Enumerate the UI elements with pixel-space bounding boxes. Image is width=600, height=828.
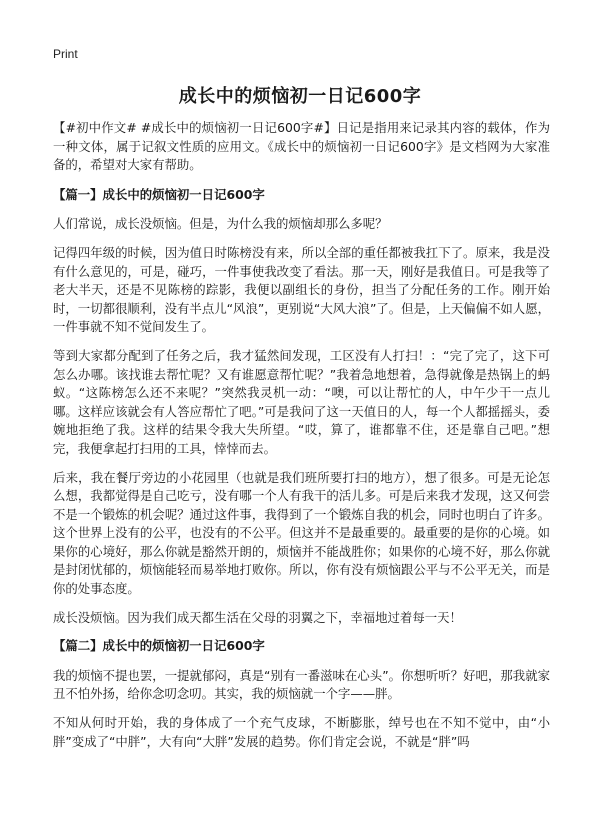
article-body xyxy=(53,119,550,761)
page-title: 成长中的烦恼初一日记600字 xyxy=(178,86,422,107)
intro-paragraph: 【#初中作文# #成长中的烦恼初一日记600字#】日记是指用来记录其内容的载体，作为一种文体，属于记叙文性质的应用文。《成长中的烦恼初一日记600字》是文档网为大家准备的，希望对大家有帮助。 xyxy=(53,120,550,173)
paragraph: 人们常说，成长没烦恼。但是，为什么我的烦恼却那么多呢？ xyxy=(53,216,388,232)
paragraph: 记得四年级的时候，因为值日时陈榜没有来，所以全部的重任都被我扛下了。原来，我是没有什么意见的，可是，碰巧，一件事使我改变了看法。那一天，刚好是我值日。可是我等了老大半天，还是不见陈榜的踪影，我便以副组长的身份，担当了分配任务的工作。刚开始时，一切都很顺利，没有半点儿“风浪”，更别说“大风大浪”了。但是，上天偏偏不如人愿，一件事就不知不觉间发生了。 xyxy=(53,244,550,335)
section-heading: 【篇一】成长中的烦恼初一日记600字 xyxy=(53,186,265,202)
paragraph: 等到大家都分配到了任务之后，我才猛然间发现，工区没有人打扫！：“完了完了，这下可怎么办哪。该找谁去帮忙呢？又有谁愿意帮忙呢？”我着急地想着，急得就像是热锅上的蚂蚁。“这陈榜怎么还不来呢？”突然我灵机一动：“噢，可以让帮忙的人，中午少干一点儿哪。这样应该就会有人答应帮忙了吧。”可是我问了这一天值日的人，每一个人都摇摇头，委婉地拒绝了我。这样的结果令我大失所望。“哎，算了，谁都靠不住，还是靠自己吧。”想完，我便拿起打扫用的工具，悻悻而去。 xyxy=(53,347,550,456)
paragraph: 我的烦恼不提也罢，一提就郁闷，真是“别有一番滋味在心头”。你想听听？好吧，那我就家丑不怕外扬，给你念叨念叨。其实，我的烦恼就一个字——胖。 xyxy=(53,667,550,702)
paragraph: 后来，我在餐厅旁边的小花园里（也就是我们班所要打扫的地方），想了很多。可是无论怎么想，我都觉得是自己吃亏，没有哪一个人有我干的活儿多。可是后来我才发现，这又何尝不是一个锻炼的机会呢？通过这件事，我得到了一个锻炼自我的机会，同时也明白了许多。这个世界上没有的公平，也没有的不公平。但这并不是最重要的。最重要的是你的心境。如果你的心境好，那么你就是豁然开朗的，烦恼并不能战胜你；如果你的心境不好，那么你就是封闭忧郁的，烦恼能轻而易举地打败你。所以，你有没有烦恼跟公平与不公平无关，而是你的处事态度。 xyxy=(53,469,550,597)
section-1 xyxy=(53,186,550,627)
paragraph: 成长没烦恼。因为我们成天都生活在父母的羽翼之下，幸福地过着每一天！ xyxy=(53,609,462,625)
section-2 xyxy=(53,637,550,751)
print-link[interactable]: Print xyxy=(53,47,78,61)
paragraph: 不知从何时开始，我的身体成了一个充气皮球，不断膨胀，绰号也在不知不觉中，由“小胖”变成了“中胖”，大有向“大胖”发展的趋势。你们肯定会说，不就是“胖”吗 xyxy=(53,715,550,749)
section-heading: 【篇二】成长中的烦恼初一日记600字 xyxy=(53,638,265,654)
